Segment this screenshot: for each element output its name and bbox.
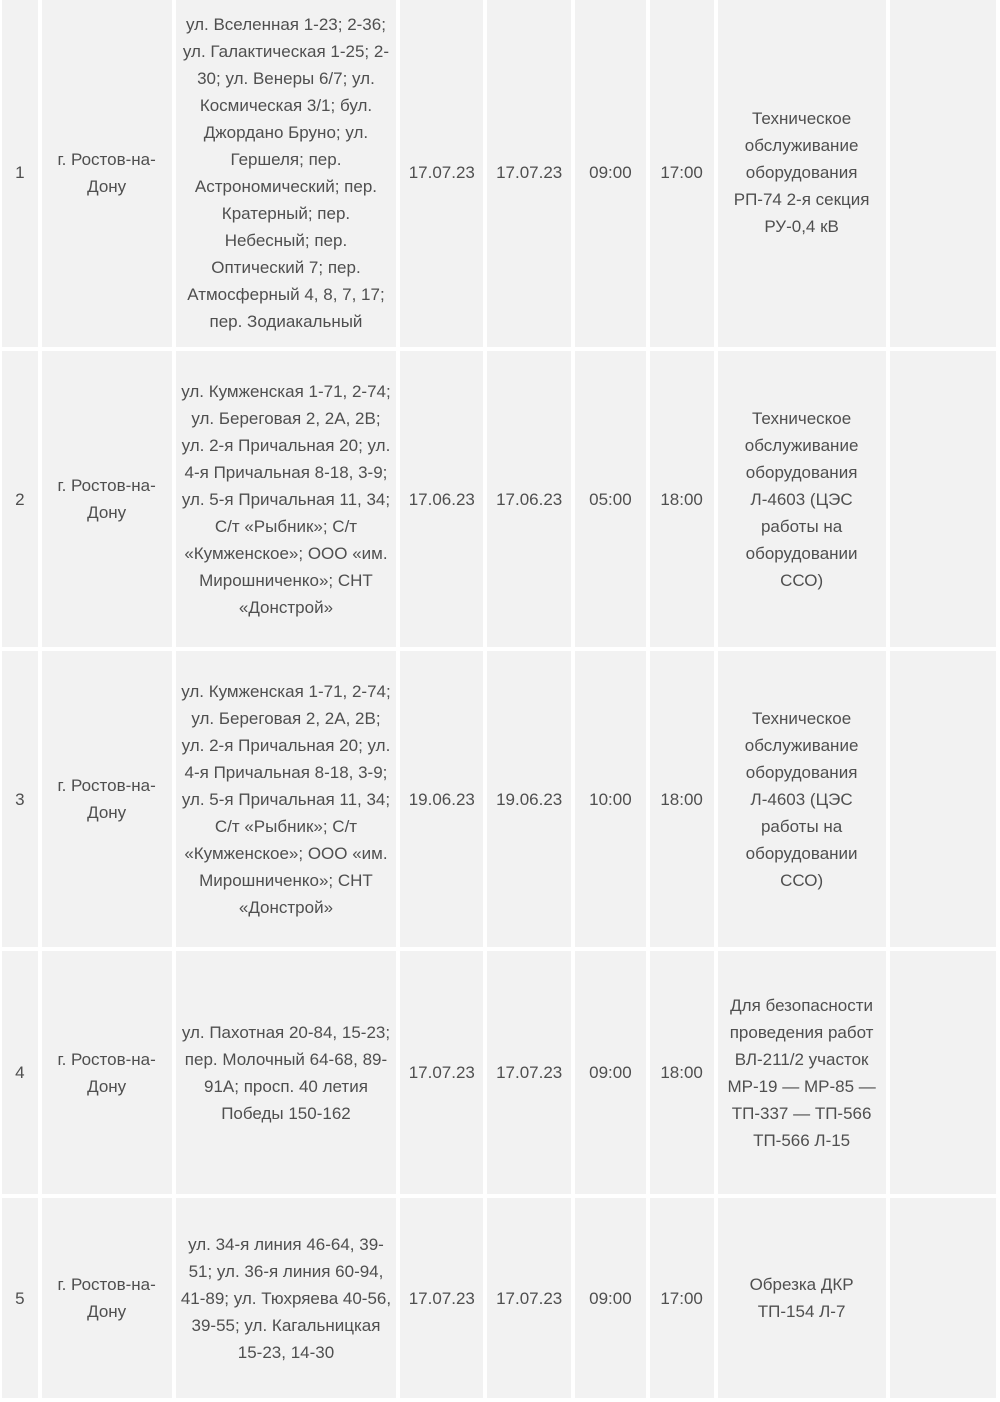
start-date-cell: 17.07.23 xyxy=(400,1198,483,1398)
empty-cell xyxy=(890,951,996,1194)
reason-cell: Обрезка ДКР ТП-154 Л-7 xyxy=(718,1198,886,1398)
city-cell: г. Ростов-на-Дону xyxy=(42,951,172,1194)
table-row xyxy=(2,0,996,347)
row-number-cell: 3 xyxy=(2,651,38,947)
start-time-cell: 05:00 xyxy=(575,351,646,647)
end-date-cell: 17.07.23 xyxy=(487,951,571,1194)
start-time-cell: 10:00 xyxy=(575,651,646,947)
table-row xyxy=(2,951,996,1194)
row-number-cell: 1 xyxy=(2,0,38,347)
table-row xyxy=(2,1198,996,1398)
reason-cell: Для безопасности проведения работ ВЛ-211/2 участок МР-19 — МР-85 — ТП-337 — ТП-566 ТП-566 Л-15 xyxy=(718,951,886,1194)
end-date-cell: 19.06.23 xyxy=(487,651,571,947)
end-time-cell: 18:00 xyxy=(650,351,714,647)
empty-cell xyxy=(890,0,996,347)
empty-cell xyxy=(890,351,996,647)
start-time-cell: 09:00 xyxy=(575,1198,646,1398)
city-cell: г. Ростов-на-Дону xyxy=(42,651,172,947)
start-date-cell: 19.06.23 xyxy=(400,651,483,947)
end-time-cell: 18:00 xyxy=(650,951,714,1194)
city-cell: г. Ростов-на-Дону xyxy=(42,1198,172,1398)
end-time-cell: 18:00 xyxy=(650,651,714,947)
end-date-cell: 17.07.23 xyxy=(487,1198,571,1398)
end-date-cell: 17.07.23 xyxy=(487,0,571,347)
table-row xyxy=(2,651,996,947)
start-date-cell: 17.07.23 xyxy=(400,951,483,1194)
start-time-cell: 09:00 xyxy=(575,0,646,347)
start-date-cell: 17.07.23 xyxy=(400,0,483,347)
start-time-cell: 09:00 xyxy=(575,951,646,1194)
end-date-cell: 17.06.23 xyxy=(487,351,571,647)
address-cell: ул. 34-я линия 46-64, 39-51; ул. 36-я линия 60-94, 41-89; ул. Тюхряева 40-56, 39-55; ул. Кагальницкая 15-23, 14-30 xyxy=(176,1198,397,1398)
address-cell: ул. Кумженская 1-71, 2-74; ул. Береговая 2, 2А, 2В; ул. 2-я Причальная 20; ул. 4-я Причальная 8-18, 3-9; ул. 5-я Причальная 11, 34; С/т «Рыбник»; С/т «Кумженское»; ООО «им. Мирошниченко»; СНТ «Донстрой» xyxy=(176,351,397,647)
row-number-cell: 4 xyxy=(2,951,38,1194)
address-cell: ул. Пахотная 20-84, 15-23; пер. Молочный 64-68, 89-91А; просп. 40 летия Победы 150-162 xyxy=(176,951,397,1194)
end-time-cell: 17:00 xyxy=(650,0,714,347)
row-number-cell: 2 xyxy=(2,351,38,647)
reason-cell: Техническое обслуживание оборудования Л-4603 (ЦЭС работы на оборудовании ССО) xyxy=(718,351,886,647)
address-cell: ул. Вселенная 1-23; 2-36; ул. Галактическая 1-25; 2-30; ул. Венеры 6/7; ул. Космическая 3/1; бул. Джордано Бруно; ул. Гершеля; пер. Астрономический; пер. Кратерный; пер. Небесный; пер. Оптический 7; пер. Атмосферный 4, 8, 7, 17; пер. Зодиакальный xyxy=(176,0,397,347)
empty-cell xyxy=(890,651,996,947)
start-date-cell: 17.06.23 xyxy=(400,351,483,647)
reason-cell: Техническое обслуживание оборудования РП-74 2-я секция РУ-0,4 кВ xyxy=(718,0,886,347)
reason-cell: Техническое обслуживание оборудования Л-4603 (ЦЭС работы на оборудовании ССО) xyxy=(718,651,886,947)
city-cell: г. Ростов-на-Дону xyxy=(42,351,172,647)
city-cell: г. Ростов-на-Дону xyxy=(42,0,172,347)
row-number-cell: 5 xyxy=(2,1198,38,1398)
address-cell: ул. Кумженская 1-71, 2-74; ул. Береговая 2, 2А, 2В; ул. 2-я Причальная 20; ул. 4-я Причальная 8-18, 3-9; ул. 5-я Причальная 11, 34; С/т «Рыбник»; С/т «Кумженское»; ООО «им. Мирошниченко»; СНТ «Донстрой» xyxy=(176,651,397,947)
end-time-cell: 17:00 xyxy=(650,1198,714,1398)
empty-cell xyxy=(890,1198,996,1398)
table-row xyxy=(2,351,996,647)
